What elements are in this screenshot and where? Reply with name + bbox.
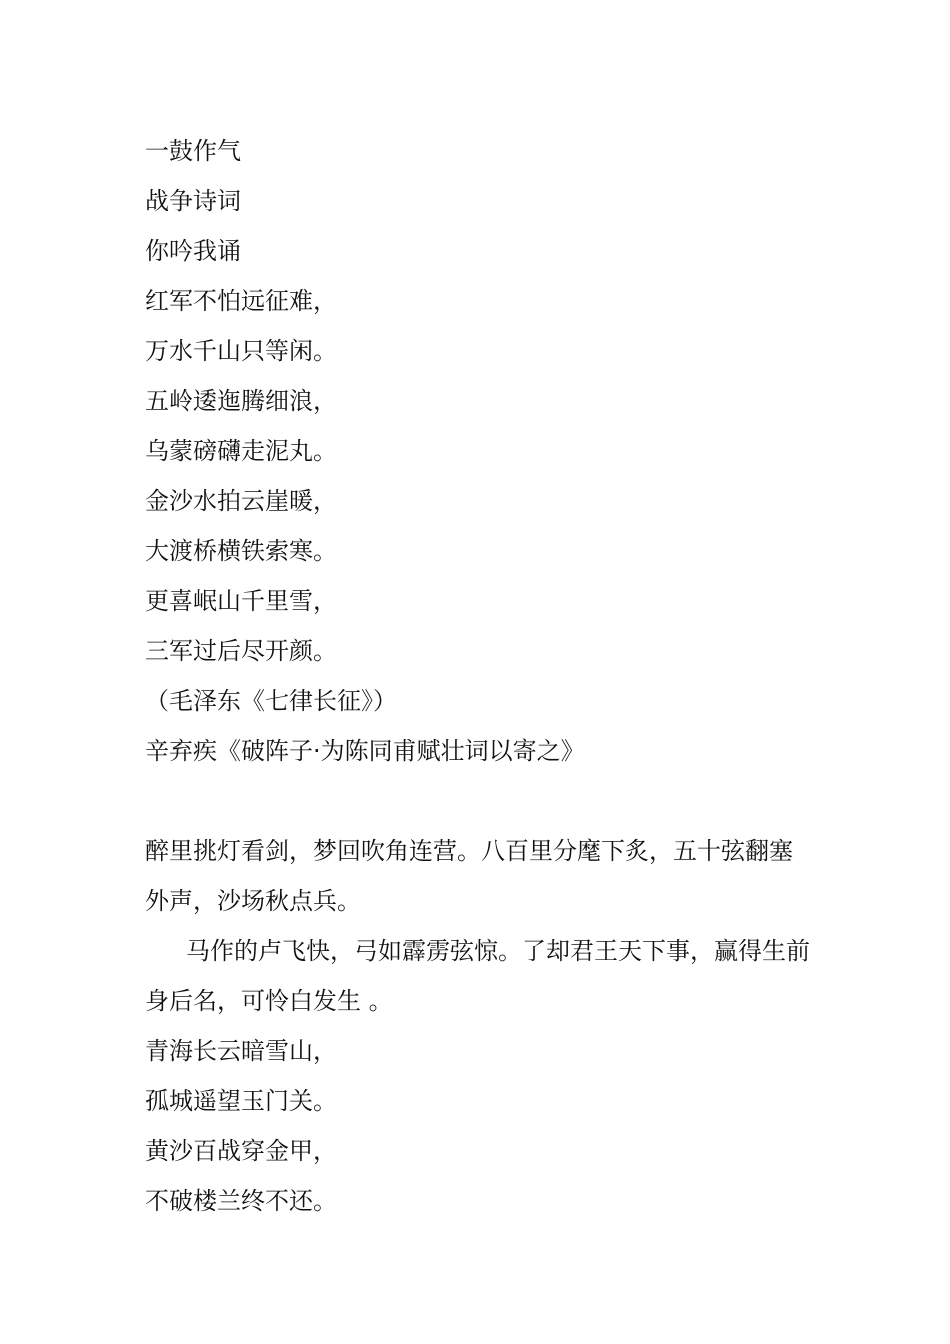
poem-paragraph: 醉里挑灯看剑，梦回吹角连营。八百里分麾下炙，五十弦翻塞外声，沙场秋点兵。: [145, 837, 793, 915]
poem-line: 孤城遥望玉门关。: [145, 1087, 337, 1115]
header-line: 战争诗词: [145, 187, 241, 215]
poem-paragraph: 马作的卢飞快，弓如霹雳弦惊。了却君王天下事，赢得生前身后名，可怜白发生 。: [145, 937, 810, 1015]
blank-line: [145, 776, 810, 826]
header-line: 你吟我诵: [145, 237, 241, 265]
poem-line: 五岭逶迤腾细浪，: [145, 387, 337, 415]
poem-line: 黄沙百战穿金甲，: [145, 1137, 337, 1165]
poem-line: 更喜岷山千里雪，: [145, 587, 337, 615]
poem-line: 三军过后尽开颜。: [145, 637, 337, 665]
poem-line: 大渡桥横铁索寒。: [145, 537, 337, 565]
poem-title: 辛弃疾《破阵子·为陈同甫赋壮词以寄之》: [145, 737, 585, 765]
poem-attribution: （毛泽东《七律长征》）: [145, 687, 397, 715]
document-body: [145, 126, 810, 1226]
poem-line: 青海长云暗雪山，: [145, 1037, 337, 1065]
poem-line: 红军不怕远征难，: [145, 287, 337, 315]
header-line: 一鼓作气: [145, 137, 241, 165]
poem-line: 金沙水拍云崖暖，: [145, 487, 337, 515]
poem-line: 不破楼兰终不还。: [145, 1187, 337, 1215]
poem-line: 乌蒙磅礴走泥丸。: [145, 437, 337, 465]
poem-line: 万水千山只等闲。: [145, 337, 337, 365]
